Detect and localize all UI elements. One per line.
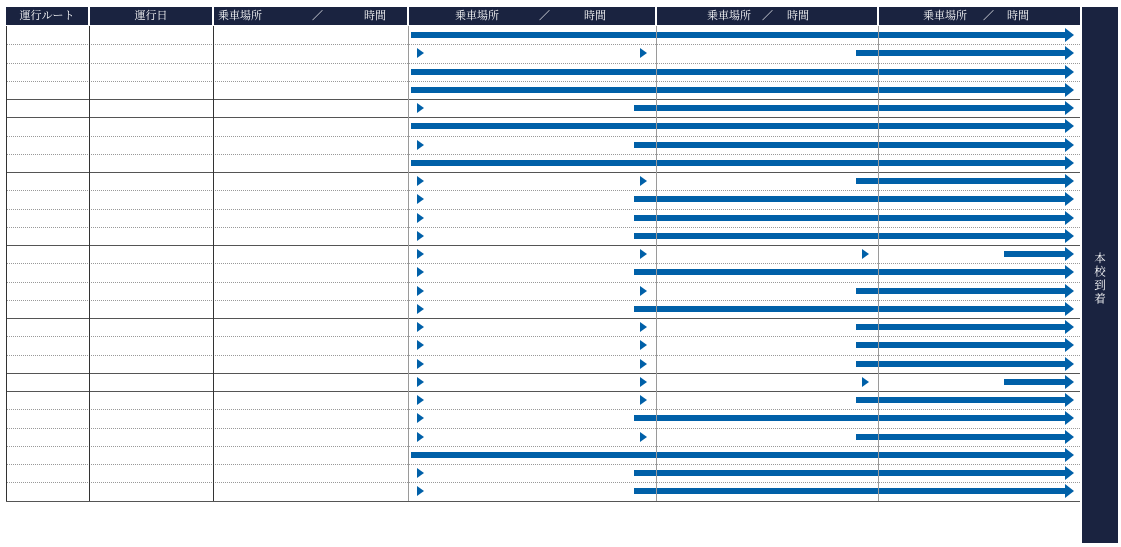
route-arrow-icon	[856, 288, 1065, 294]
row-divider	[6, 172, 1080, 173]
header-time-label: 時間	[1007, 9, 1029, 22]
header-stop-label: 乗車場所	[455, 9, 499, 22]
row-divider	[6, 464, 1080, 465]
next-stop-arrow-icon	[640, 340, 647, 350]
route-arrow-icon	[634, 105, 1065, 111]
next-stop-arrow-icon	[417, 413, 424, 423]
route-arrow-icon	[856, 342, 1065, 348]
row-divider	[6, 318, 1080, 319]
row-divider	[6, 282, 1080, 283]
next-stop-arrow-icon	[417, 359, 424, 369]
route-arrow-icon	[856, 397, 1065, 403]
row-divider	[6, 136, 1080, 137]
next-stop-arrow-icon	[417, 103, 424, 113]
next-stop-arrow-icon	[417, 468, 424, 478]
route-arrow-icon	[634, 233, 1065, 239]
route-arrow-icon	[856, 434, 1065, 440]
row-divider	[6, 81, 1080, 82]
row-divider	[6, 227, 1080, 228]
next-stop-arrow-icon	[640, 48, 647, 58]
row-divider	[6, 355, 1080, 356]
row-divider	[6, 154, 1080, 155]
row-divider	[6, 209, 1080, 210]
next-stop-arrow-icon	[640, 395, 647, 405]
column-divider	[89, 26, 90, 501]
header-route: 運行ルート	[6, 7, 88, 25]
header-slash: ／	[312, 9, 323, 22]
next-stop-arrow-icon	[417, 304, 424, 314]
row-divider	[6, 373, 1080, 374]
next-stop-arrow-icon	[417, 140, 424, 150]
row-divider	[6, 117, 1080, 118]
route-arrow-icon	[856, 324, 1065, 330]
next-stop-arrow-icon	[417, 231, 424, 241]
next-stop-arrow-icon	[417, 213, 424, 223]
header-stop-label: 乗車場所	[707, 9, 751, 22]
route-arrow-icon	[856, 361, 1065, 367]
route-arrow-icon	[634, 488, 1065, 494]
header-time-label: 時間	[584, 9, 606, 22]
next-stop-arrow-icon	[640, 176, 647, 186]
header-stop-3	[657, 7, 877, 25]
next-stop-arrow-icon	[640, 249, 647, 259]
header-slash: ／	[539, 9, 550, 22]
header-time-label: 時間	[787, 9, 809, 22]
row-divider	[6, 391, 1080, 392]
row-divider	[6, 300, 1080, 301]
header-slash: ／	[762, 9, 773, 22]
next-stop-arrow-icon	[417, 395, 424, 405]
route-arrow-icon	[1004, 251, 1065, 257]
column-divider	[213, 26, 214, 501]
route-arrow-icon	[856, 50, 1065, 56]
next-stop-arrow-icon	[417, 286, 424, 296]
route-arrow-icon	[634, 415, 1065, 421]
next-stop-arrow-icon	[417, 249, 424, 259]
row-divider	[6, 190, 1080, 191]
next-stop-arrow-icon	[417, 267, 424, 277]
route-arrow-icon	[634, 142, 1065, 148]
row-divider	[6, 482, 1080, 483]
row-divider	[6, 446, 1080, 447]
header-stop-4	[879, 7, 1080, 25]
route-arrow-icon	[411, 69, 1065, 75]
next-stop-arrow-icon	[862, 377, 869, 387]
route-arrow-icon	[411, 32, 1065, 38]
arrival-label: 本校到着	[1093, 252, 1107, 306]
next-stop-arrow-icon	[640, 432, 647, 442]
column-divider	[878, 26, 879, 501]
header-time-label: 時間	[364, 9, 386, 22]
row-divider	[6, 501, 1080, 502]
route-arrow-icon	[411, 87, 1065, 93]
header-stop-2	[409, 7, 655, 25]
route-arrow-icon	[634, 269, 1065, 275]
route-arrow-icon	[411, 160, 1065, 166]
route-arrow-icon	[411, 123, 1065, 129]
next-stop-arrow-icon	[417, 194, 424, 204]
route-arrow-icon	[634, 215, 1065, 221]
header-slash: ／	[983, 9, 994, 22]
row-divider	[6, 428, 1080, 429]
next-stop-arrow-icon	[417, 176, 424, 186]
header-stop-1	[214, 7, 407, 25]
next-stop-arrow-icon	[417, 48, 424, 58]
header-day: 運行日	[90, 7, 212, 25]
row-divider	[6, 409, 1080, 410]
next-stop-arrow-icon	[640, 377, 647, 387]
route-arrow-icon	[634, 470, 1065, 476]
next-stop-arrow-icon	[417, 486, 424, 496]
route-arrow-icon	[1004, 379, 1065, 385]
next-stop-arrow-icon	[862, 249, 869, 259]
next-stop-arrow-icon	[417, 377, 424, 387]
row-divider	[6, 63, 1080, 64]
next-stop-arrow-icon	[640, 359, 647, 369]
next-stop-arrow-icon	[417, 432, 424, 442]
header-stop-label: 乗車場所	[923, 9, 967, 22]
route-arrow-icon	[856, 178, 1065, 184]
route-arrow-icon	[634, 196, 1065, 202]
next-stop-arrow-icon	[640, 286, 647, 296]
next-stop-arrow-icon	[417, 340, 424, 350]
column-divider	[408, 26, 409, 501]
row-divider	[6, 44, 1080, 45]
column-divider	[656, 26, 657, 501]
row-divider	[6, 99, 1080, 100]
arrival-side-panel	[1082, 7, 1118, 543]
row-divider	[6, 336, 1080, 337]
column-divider	[6, 26, 7, 501]
next-stop-arrow-icon	[640, 322, 647, 332]
route-arrow-icon	[634, 306, 1065, 312]
header-stop-label: 乗車場所	[218, 9, 262, 22]
route-arrow-icon	[411, 452, 1065, 458]
row-divider	[6, 245, 1080, 246]
row-divider	[6, 263, 1080, 264]
next-stop-arrow-icon	[417, 322, 424, 332]
